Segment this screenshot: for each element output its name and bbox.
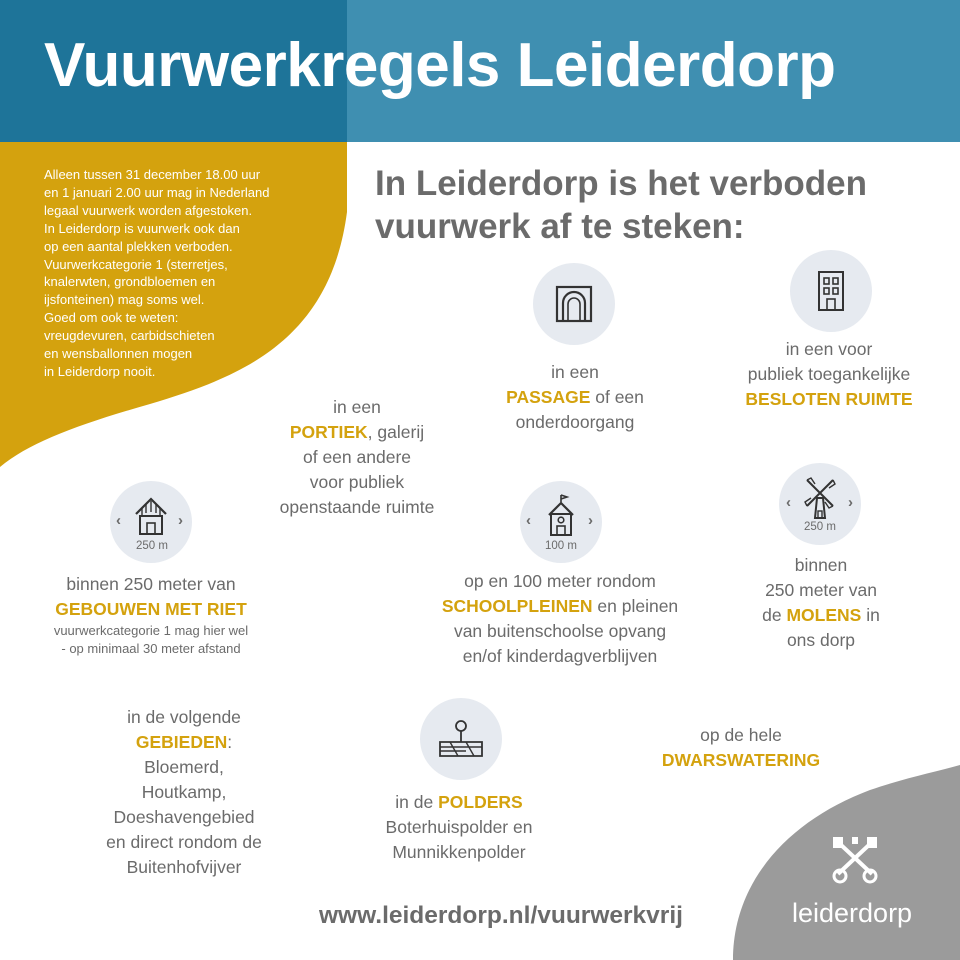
polders-circle (420, 698, 502, 780)
portiek-text: in een PORTIEK, galerij of een andere voor publiek openstaande ruimte (279, 397, 435, 517)
molens-text: binnen 250 meter van de MOLENS in ons dorp (762, 555, 880, 650)
school-highlight: SCHOOLPLEINEN (441, 596, 593, 616)
portiek-highlight: PORTIEK (289, 422, 368, 442)
leiderdorp-coat-of-arms-icon (830, 834, 880, 886)
riet-chevron-left-icon: ‹ (116, 512, 121, 529)
school-chevron-left-icon: ‹ (526, 512, 531, 529)
intro-text: Alleen tussen 31 december 18.00 uur en 1 januari 2.00 uur mag in Nederland legaal vuurwerk worden afgestoken. In Leiderdorp is vuurwerk ook dan op een aantal plekken verboden. Vuurwerkcategorie 1 (sterretjes, knalerwten, grondbloemen en ijsfonteinen) mag soms wel. Goed om ook te weten: vreugdevuren, carbidschieten en wensballonnen mogen in Leiderdorp nooit. (44, 167, 270, 379)
besloten-circle (790, 250, 872, 332)
riet-distance: 250 m (136, 540, 168, 552)
molens-distance: 250 m (804, 521, 836, 533)
polders-text: in de POLDERS Boterhuispolder en Munnikkenpolder (385, 792, 533, 862)
leiderdorp-logo: leiderdorp (792, 898, 913, 928)
school-icon (541, 493, 581, 539)
tunnel-icon (553, 283, 595, 325)
subtitle: In Leiderdorp is het verboden vuurwerk af te steken: (375, 164, 868, 246)
polders-highlight: POLDERS (438, 792, 523, 812)
passage-text: in een PASSAGE of een onderdoorgang (506, 362, 644, 432)
passage-highlight: PASSAGE (506, 387, 591, 407)
riet-text: binnen 250 meter van GEBOUWEN MET RIET vuurwerkcategorie 1 mag hier wel - op minimaal 30 meter afstand (53, 574, 249, 656)
molens-chevron-right-icon: › (848, 494, 853, 511)
thatched-house-icon (131, 494, 171, 538)
molens-chevron-left-icon: ‹ (786, 494, 791, 511)
school-chevron-right-icon: › (588, 512, 593, 529)
polder-icon (436, 718, 486, 760)
school-distance: 100 m (545, 540, 577, 552)
riet-chevron-right-icon: › (178, 512, 183, 529)
windmill-icon (799, 476, 841, 520)
besloten-highlight: BESLOTEN RUIMTE (745, 389, 913, 409)
molens-highlight: MOLENS (786, 605, 862, 625)
gebieden-highlight: GEBIEDEN (135, 732, 228, 752)
page-title: Vuurwerkregels Leiderdorp (44, 31, 836, 100)
website-url: www.leiderdorp.nl/vuurwerkvrij (319, 902, 683, 929)
besloten-text: in een voor publiek toegankelijke BESLOTEN RUIMTE (745, 337, 912, 412)
riet-highlight: GEBOUWEN MET RIET (55, 599, 247, 619)
passage-circle (533, 263, 615, 345)
building-icon (811, 269, 851, 313)
dwarswatering-highlight: DWARSWATERING (661, 750, 821, 770)
dwarswatering-text: op de hele DWARSWATERING (662, 723, 820, 773)
school-text: op en 100 meter rondom SCHOOLPLEINEN en pleinen van buitenschoolse opvang en/of kinderdagverblijven (441, 571, 679, 666)
gebieden-text: in de volgende GEBIEDEN: Bloemerd, Houtkamp, Doeshavengebied en direct rondom de Buitenhofvijver (106, 707, 262, 877)
